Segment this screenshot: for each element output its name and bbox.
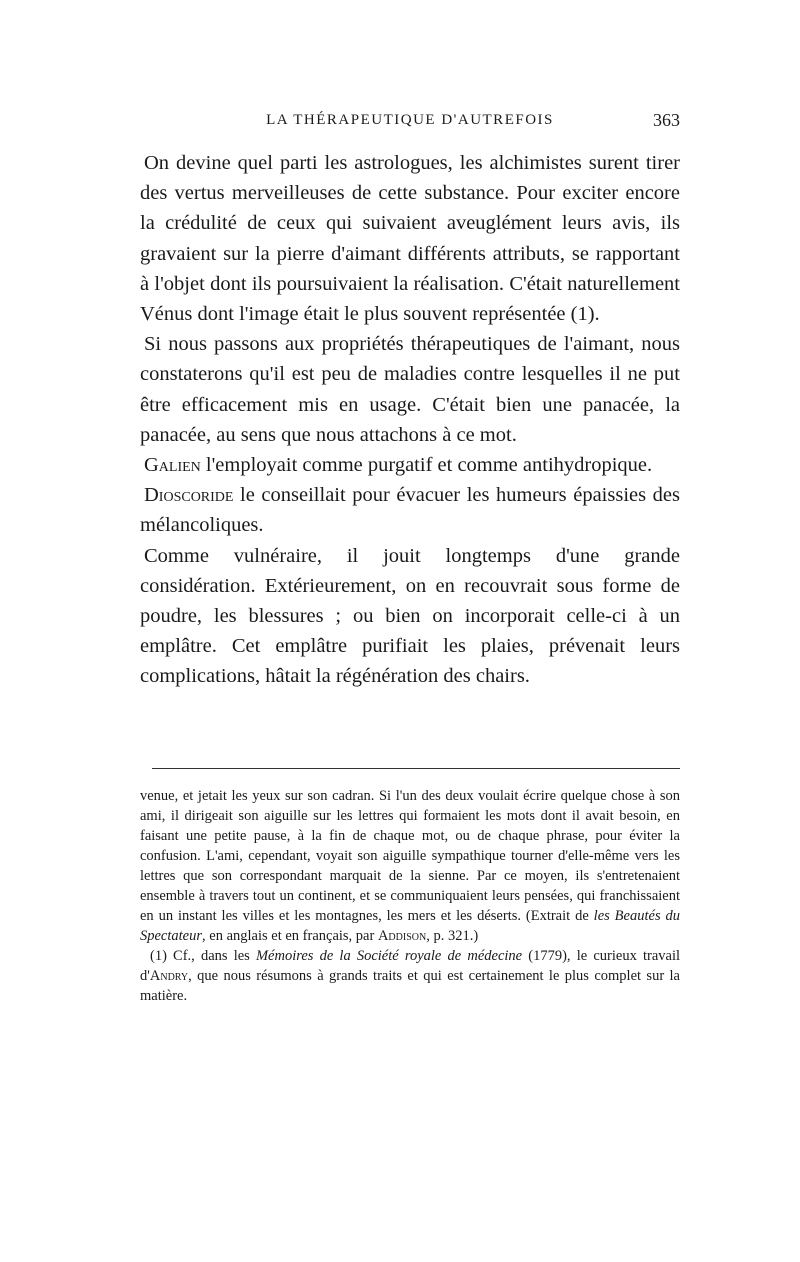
footnote-continuation-end: , p. 321.) [426, 928, 479, 944]
footnote-continuation-text: venue, et jetait les yeux sur son cadran. Si l'un des deux voulait écrire quelque chose à son ami, il dirigeait son aiguille sur les lettres qui formaient les mots dont il avait besoin, en faisant une petite pause, à la fin de chaque mot, ou de chaque phrase, pour éviter la confusion. L'ami, cependant, voyait son aiguille sympathique tourner d'elle-même vers les lettres que son correspondant marquait de la sienne. Par ce moyen, ils s'entretenaient ensemble à travers tout un continent, et se communiquaient leurs pensées, qui franchissaient en un instant les villes et les montagnes, les mers et les déserts. (Extrait de [140, 788, 680, 924]
footnotes [140, 786, 680, 1006]
footnote-1-mid: (1779), le curieux travail d' [140, 948, 681, 984]
footnote-continuation [140, 786, 680, 946]
author-name-galien: Galien [144, 454, 201, 477]
page-number: 363 [653, 110, 680, 130]
paragraph-vulneraire: Comme vulnéraire, il jouit longtemps d'une grande considération. Extérieurement, on en recouvrait sous forme de poudre, les blessures ; ou bien on incorporait celle-ci à un emplâtre. Cet emplâtre purifiait les plaies, prévenait leurs complications, hâtait la régénération des chairs. [140, 544, 680, 688]
paragraph-galien [140, 450, 680, 480]
footnote-continuation-text-2: , en anglais et en français, par [202, 928, 378, 944]
running-title: LA THÉRAPEUTIQUE D'AUTREFOIS [266, 112, 554, 128]
author-name-dioscoride: Dioscoride [144, 484, 234, 507]
footnote-divider [152, 768, 680, 769]
paragraph-astrologues: On devine quel parti les astrologues, les alchimistes surent tirer des vertus merveilleuses de cette substance. Pour exciter encore la crédulité de ceux qui suivaient aveuglément leurs avis, ils gravaient sur la pierre d'aimant différents attributs, se rapportant à l'objet dont ils poursuivaient la réalisation. C'était naturellement Vénus dont l'image était le plus souvent représentée (1). [140, 152, 680, 326]
paragraph-dioscoride [140, 480, 680, 540]
footnote-1-end: , que nous résumons à grands traits et qui est certainement le plus complet sur la matière. [140, 968, 680, 1004]
footnote-1-prefix: (1) Cf., dans les [150, 948, 256, 964]
main-text [140, 148, 680, 692]
footnote-1-work-title: Mémoires de la Société royale de médecine [255, 948, 523, 964]
footnote-work-title: les Beautés du Spectateur [140, 908, 680, 944]
footnote-1 [140, 946, 680, 1006]
footnote-author-addison: Addison [377, 928, 427, 944]
running-header [140, 112, 680, 142]
footnote-author-andry: Andry [149, 968, 189, 984]
paragraph-dioscoride-text: le conseillait pour évacuer les humeurs épaissies des mélancoliques. [140, 484, 680, 537]
paragraph-galien-text: l'employait comme purgatif et comme antihydropique. [200, 454, 653, 477]
paragraph-therapeutiques: Si nous passons aux propriétés thérapeutiques de l'aimant, nous constaterons qu'il est peu de maladies contre lesquelles il ne put être efficacement mis en usage. C'était bien une panacée, la panacée, au sens que nous attachons à ce mot. [140, 333, 680, 446]
